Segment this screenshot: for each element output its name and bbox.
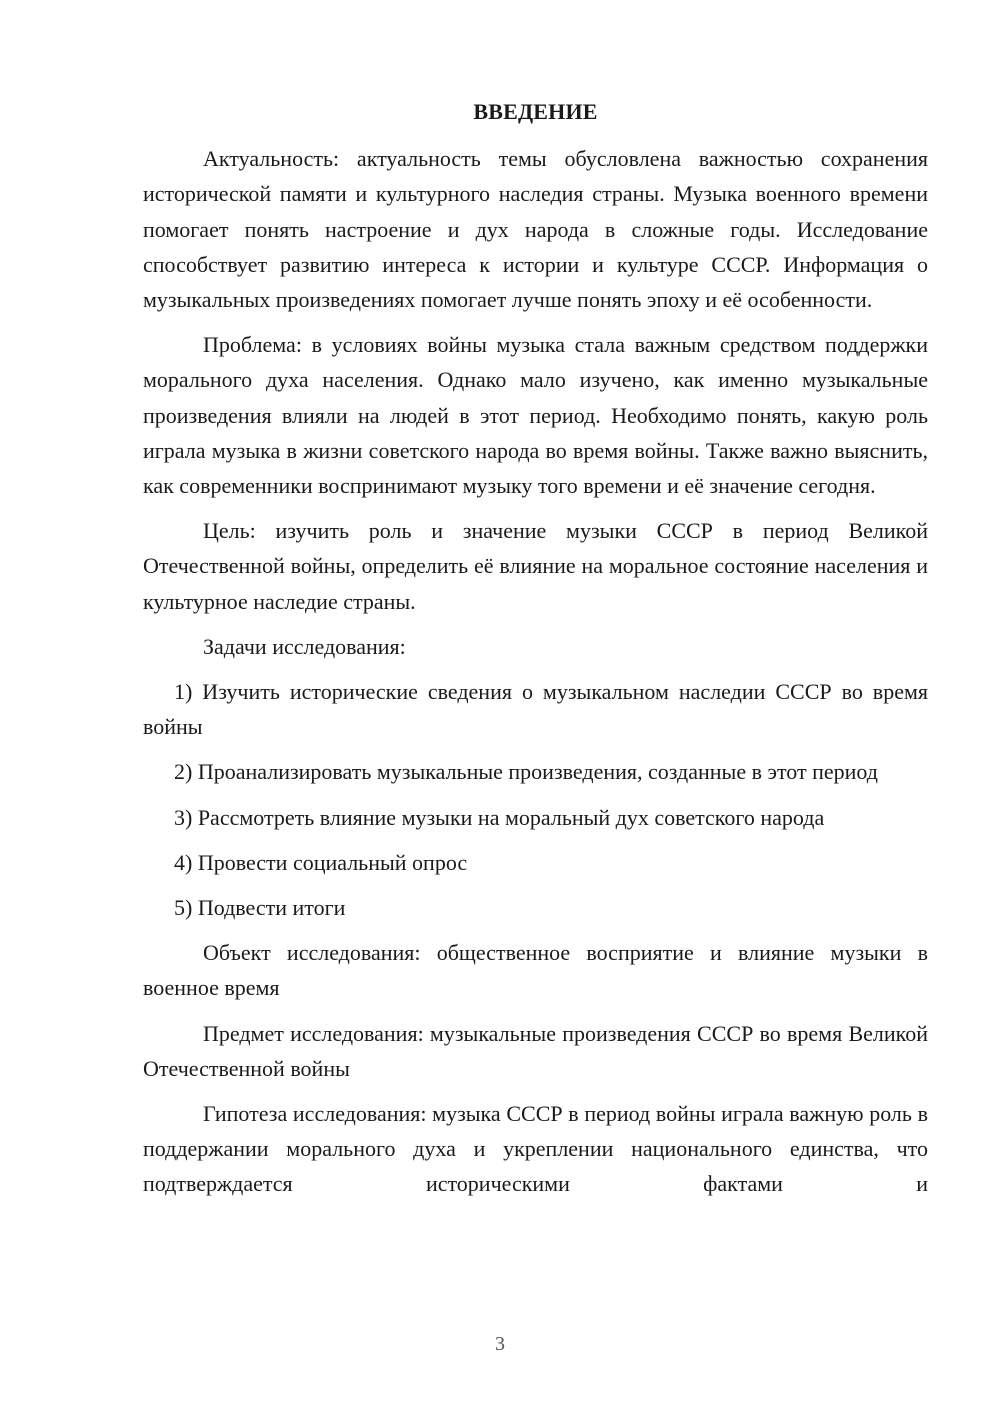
paragraph-relevance: Актуальность: актуальность темы обусловлена важностью сохранения исторической памяти и культурного наследия страны. Музыка военного времени помогает понять настроение и дух народа в сложные годы. Исследование способствует развитию интереса к истории и культуре СССР. Информация о музыкальных произведениях помогает лучше понять эпоху и её особенности. [143, 146, 928, 313]
page-title: ВВЕДЕНИЕ [473, 99, 598, 124]
list-item: 1) Изучить исторические сведения о музыкальном наследии СССР во время войны [143, 679, 928, 740]
list-item: 2) Проанализировать музыкальные произведения, созданные в этот период [174, 759, 878, 785]
paragraph-problem: Проблема: в условиях войны музыка стала важным средством поддержки морального духа населения. Однако мало изучено, как именно музыкальные произведения влияли на людей в этот период. Необходимо понять, какую роль играла музыка в жизни советского народа во время войны. Также важно выяснить, как современники воспринимают музыку того времени и её значение сегодня. [143, 332, 928, 499]
paragraph-goal: Цель: изучить роль и значение музыки СССР в период Великой Отечественной войны, определить её влияние на моральное состояние населения и культурное наследие страны. [143, 518, 928, 614]
paragraph-hypothesis: Гипотеза исследования: музыка СССР в период войны играла важную роль в поддержании морального духа и укреплении национального единства, что подтверждается историческими фактами и [143, 1101, 928, 1197]
paragraph-subject: Предмет исследования: музыкальные произведения СССР во время Великой Отечественной войны [143, 1020, 928, 1081]
page-number: 3 [495, 1333, 505, 1355]
paragraph-object: Объект исследования: общественное восприятие и влияние музыки в военное время [143, 940, 928, 1001]
list-item: 4) Провести социальный опрос [174, 849, 468, 875]
list-item: 5) Подвести итоги [174, 895, 346, 921]
list-item: 3) Рассмотреть влияние музыки на моральный дух советского народа [174, 804, 825, 830]
tasks-heading: Задачи исследования: [203, 633, 406, 659]
document-page [143, 94, 928, 1212]
tasks-list [143, 674, 928, 925]
